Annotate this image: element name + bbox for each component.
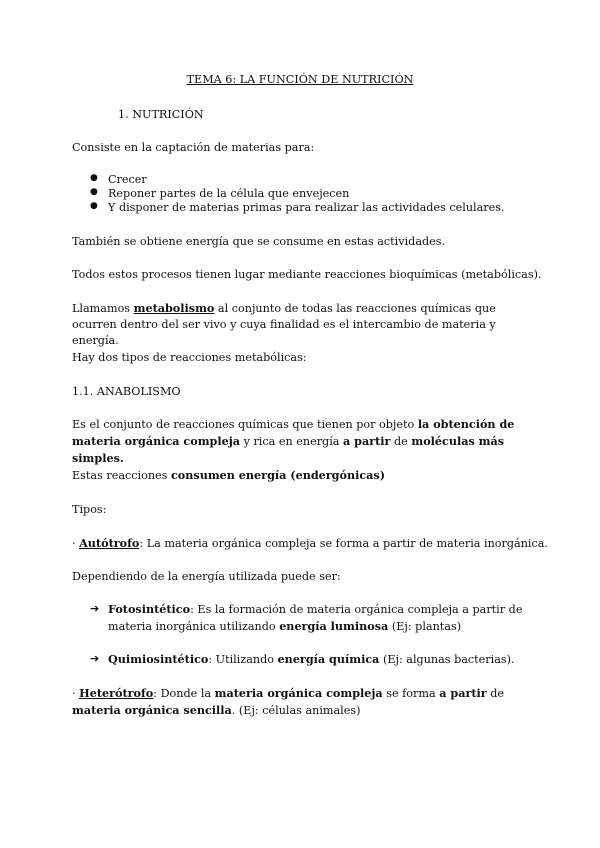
consume-paragraph: Estas reacciones consumen energía (endergónicas) bbox=[72, 468, 385, 482]
list-item: ● Reponer partes de la célula que envejecen bbox=[90, 187, 350, 200]
heterotrofo-paragraph: · Heterótrofo: Donde la materia orgánica compleja se forma a partir de materia orgánica sencilla. (Ej: células animales) bbox=[72, 686, 504, 718]
processes-paragraph: Todos estos procesos tienen lugar mediante reacciones bioquímicas (metabólicas). bbox=[72, 268, 542, 281]
depending-paragraph: Dependiendo de la energía utilizada puede ser: bbox=[72, 570, 341, 583]
arrow-icon: ➔ bbox=[90, 602, 100, 615]
bullet-icon: ● bbox=[90, 187, 98, 197]
arrow-icon: ➔ bbox=[90, 652, 100, 665]
document-title: TEMA 6: LA FUNCIÓN DE NUTRICIÓN bbox=[186, 73, 414, 86]
section-heading-nutricion: 1. NUTRICIÓN bbox=[118, 108, 204, 121]
metabolism-paragraph: Llamamos metabolismo al conjunto de todas las reacciones químicas que ocurren dentro del ser vivo y cuya finalidad es el intercambio de materia y energía. bbox=[72, 301, 496, 348]
anabolism-paragraph: Es el conjunto de reacciones químicas que tienen por objeto la obtención de materia orgánica compleja y rica en energía a partir de moléculas más simples. bbox=[72, 417, 515, 466]
autotrofo-paragraph: · Autótrofo: La materia orgánica compleja se forma a partir de materia inorgánica. bbox=[72, 536, 548, 550]
autotrofo-term: Autótrofo bbox=[79, 536, 140, 550]
tipos-label: Tipos: bbox=[72, 503, 107, 516]
fotosintetico-item: ➔ Fotosintético: Es la formación de materia orgánica compleja a partir de materia inorgánica utilizando energía luminosa (Ej: plantas) bbox=[90, 602, 523, 634]
types-paragraph: Hay dos tipos de reacciones metabólicas: bbox=[72, 351, 307, 364]
section-heading-anabolismo: 1.1. ANABOLISMO bbox=[72, 385, 181, 398]
bullet-icon: ● bbox=[90, 201, 98, 211]
bullet-icon: ● bbox=[90, 173, 98, 183]
list-item: ● Y disponer de materias primas para realizar las actividades celulares. bbox=[90, 201, 505, 214]
metabolism-term: metabolismo bbox=[133, 301, 215, 315]
purpose-list bbox=[90, 172, 505, 214]
intro-paragraph: Consiste en la captación de materias para: bbox=[72, 141, 315, 154]
list-item: ● Crecer bbox=[90, 173, 147, 186]
heterotrofo-term: Heterótrofo bbox=[79, 686, 154, 700]
quimiosintetico-item: ➔ Quimiosintético: Utilizando energía química (Ej: algunas bacterias). bbox=[90, 652, 515, 666]
energy-paragraph: También se obtiene energía que se consume en estas actividades. bbox=[72, 235, 446, 248]
